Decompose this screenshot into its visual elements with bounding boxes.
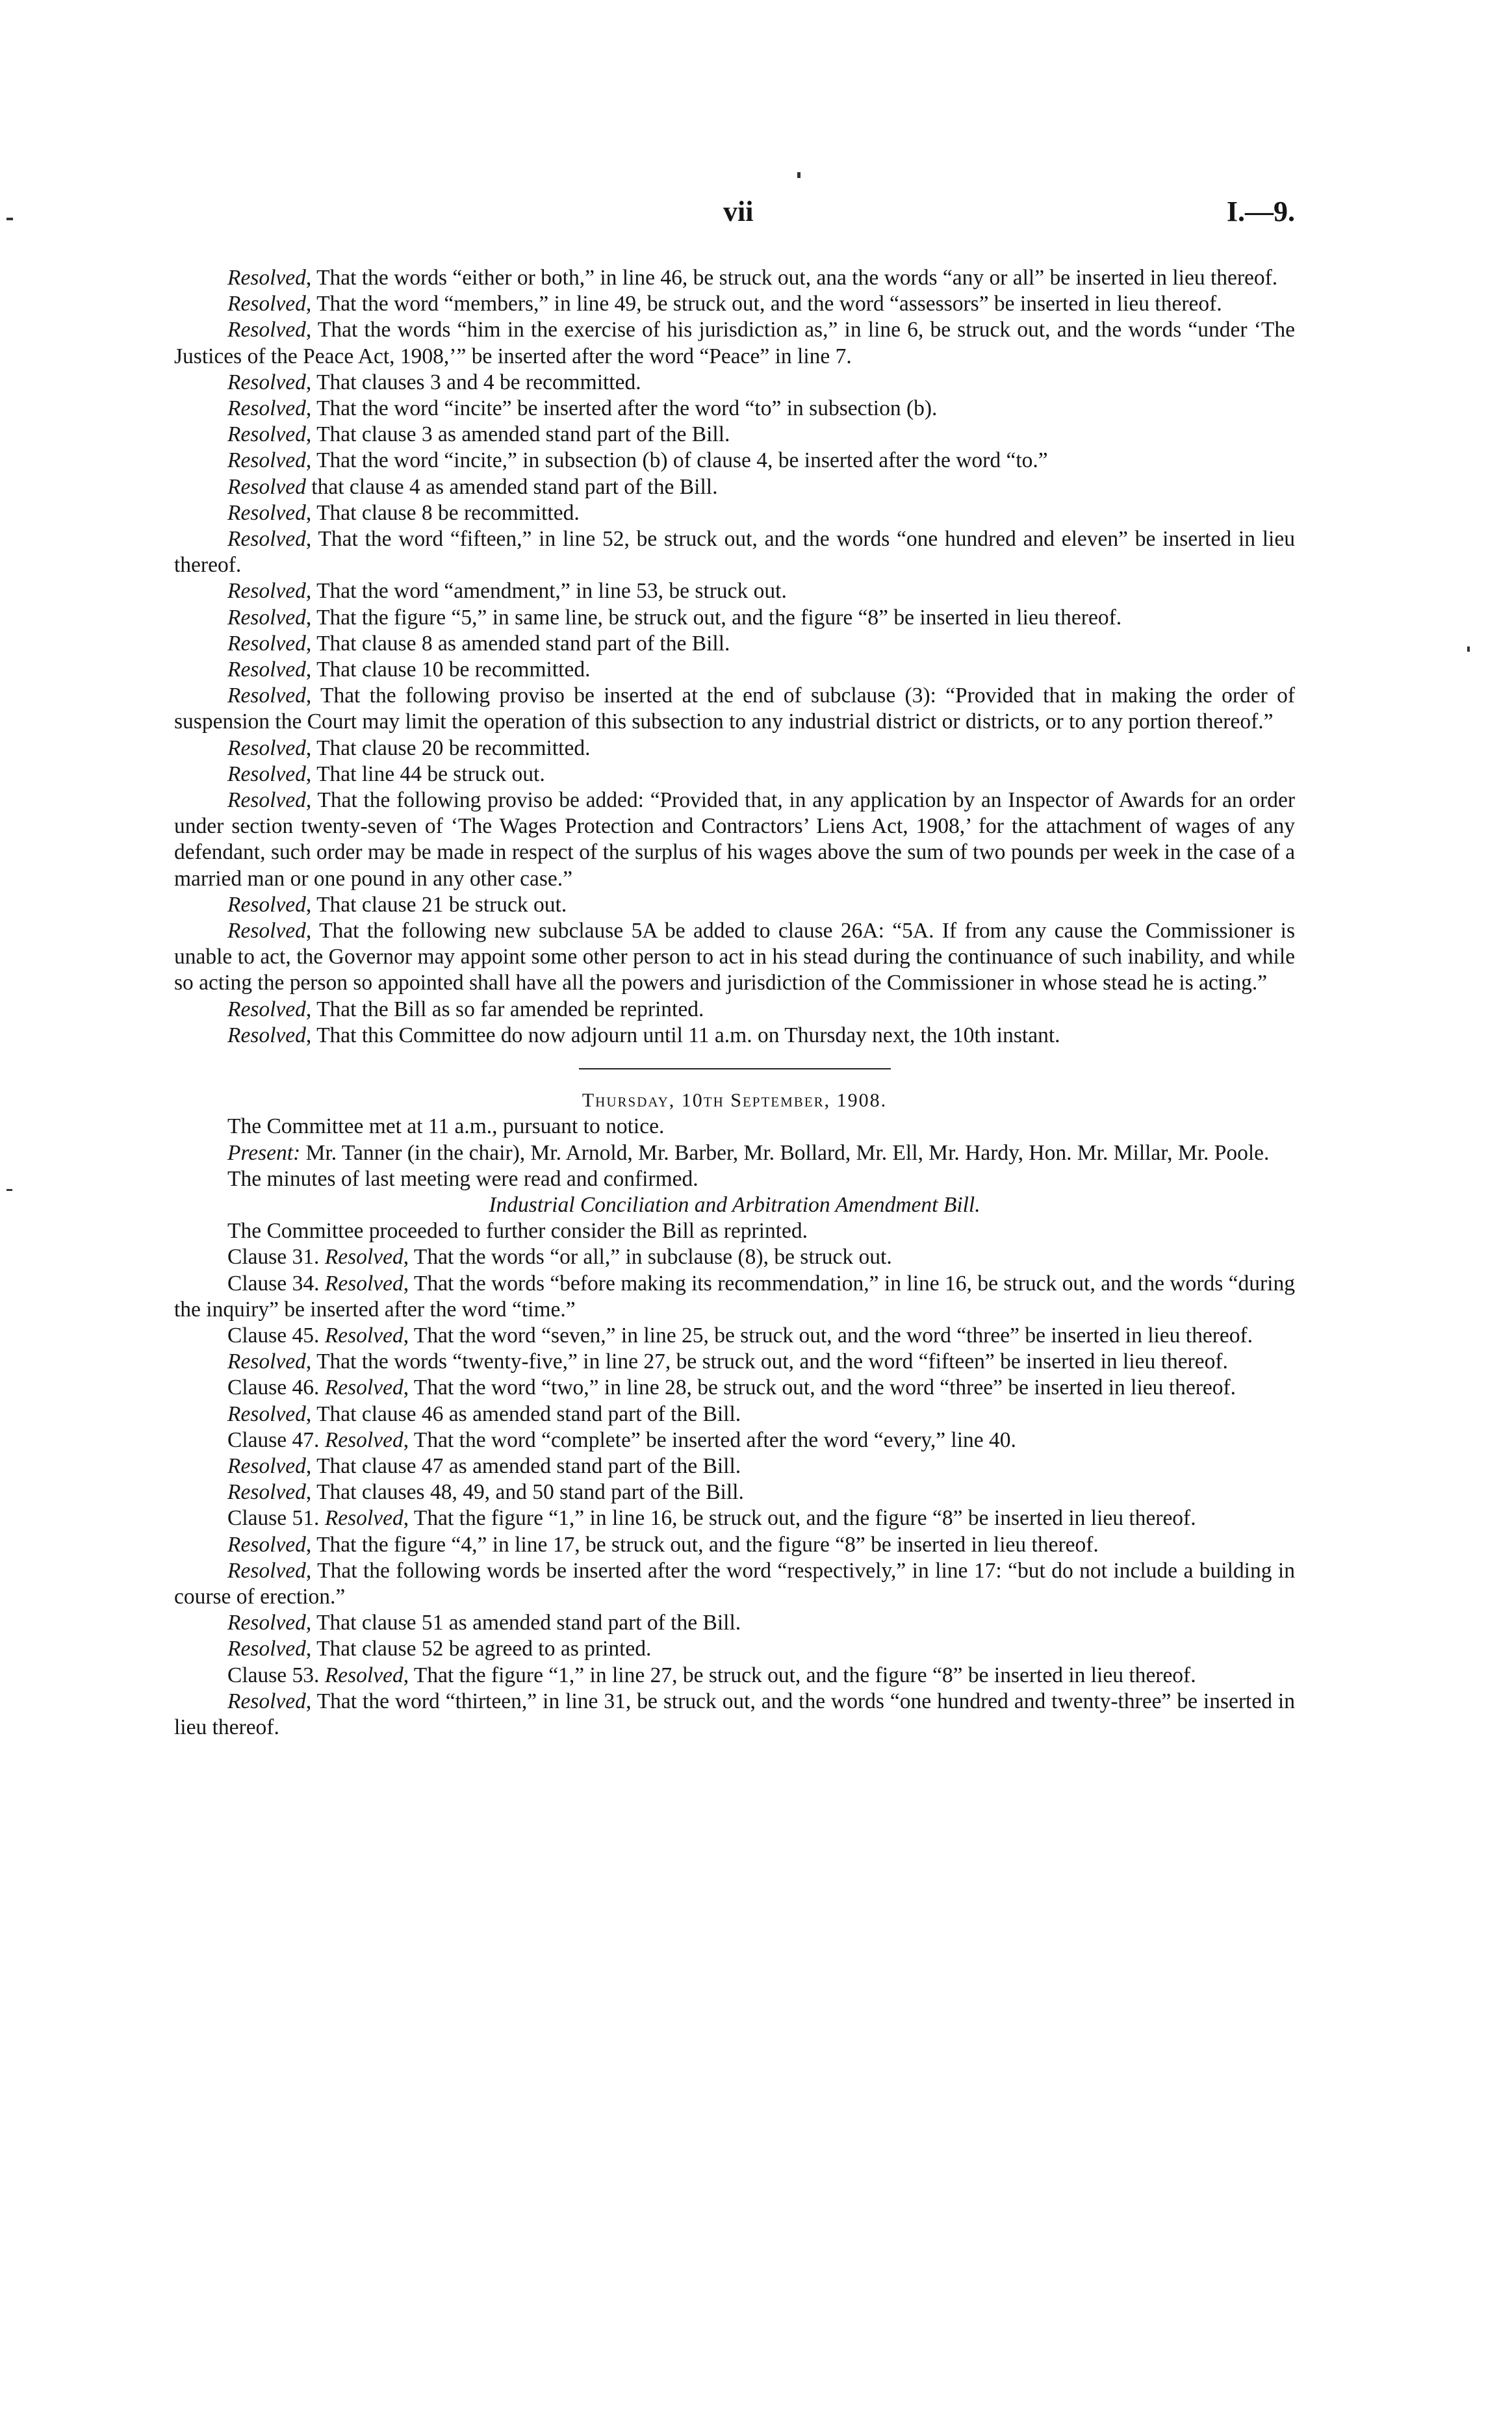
resolution-text: , That the word “incite,” in subsection (b) of clause 4, be inserted after the word “to.” <box>305 448 1048 473</box>
resolved-keyword: Resolved <box>227 788 306 813</box>
resolved-keyword: Resolved <box>227 422 306 447</box>
resolution-text: , That the following new subclause 5A be added to clause 26A: “5A. If from any cause the Commissioner is unable to act, the Governor may appoint some other person to act in his stead during the continuance of such inability, and while so acting the person so appointed shall have all the powers and jurisdiction of the Commissioner in whose stead he is acting.” <box>174 919 1295 995</box>
resolution-paragraph <box>174 1479 1295 1505</box>
resolved-keyword: Resolved <box>227 448 306 473</box>
resolution-text: , That the word “incite” be inserted after the word “to” in subsection (b). <box>305 396 938 421</box>
clause-label: Clause 45. <box>227 1323 325 1348</box>
resolution-paragraph <box>174 997 1295 1023</box>
resolution-text: , That the word “members,” in line 49, be struck out, and the word “assessors” be inserted in lieu thereof. <box>305 292 1222 316</box>
resolution-text: , That the word “two,” in line 28, be struck out, and the word “three” be inserted in lieu thereof. <box>403 1375 1237 1400</box>
resolution-text: , That clause 21 be struck out. <box>305 892 567 917</box>
resolution-text: , That the words “either or both,” in line 46, be struck out, ana the words “any or all” be inserted in lieu thereof. <box>305 266 1278 290</box>
clause-label: Clause 47. <box>227 1427 325 1452</box>
resolution-text: , That line 44 be struck out. <box>305 761 545 786</box>
resolved-keyword: Resolved <box>227 761 306 786</box>
resolved-keyword: Resolved <box>227 474 306 499</box>
resolution-paragraph <box>174 1427 1295 1453</box>
scan-mark <box>797 172 801 178</box>
minutes-confirmed: The minutes of last meeting were read and confirmed. <box>227 1166 698 1191</box>
resolution-paragraph <box>174 526 1295 578</box>
clause-label: Clause 46. <box>227 1375 325 1400</box>
resolution-paragraph <box>174 1323 1295 1349</box>
resolution-text: , That the figure “4,” in line 17, be struck out, and the figure “8” be inserted in lieu thereof. <box>305 1532 1099 1557</box>
resolved-keyword: Resolved <box>227 1401 306 1426</box>
resolution-text: , That the words “twenty-five,” in line 27, be struck out, and the word “fifteen” be inserted in lieu thereof. <box>305 1349 1228 1374</box>
resolution-paragraph <box>174 370 1295 396</box>
resolution-text: , That the following proviso be inserted at the end of subclause (3): “Provided that in making the order of suspension the Court may limit the operation of this subsection to any industrial district or districts, or to any portion thereof.” <box>174 684 1295 734</box>
proceedings-note: The Committee proceeded to further consider the Bill as reprinted. <box>227 1219 808 1244</box>
resolved-keyword: Resolved <box>227 1349 306 1374</box>
resolved-keyword: Resolved <box>227 1611 306 1635</box>
resolution-text: , That clause 20 be recommitted. <box>305 735 591 760</box>
resolution-text: , That clause 52 be agreed to as printed. <box>305 1637 652 1661</box>
resolution-text: , That the word “thirteen,” in line 31, be struck out, and the words “one hundred and twenty-three” be inserted in lieu thereof. <box>174 1689 1295 1739</box>
resolved-keyword: Resolved <box>324 1663 404 1687</box>
resolution-paragraph <box>174 1636 1295 1662</box>
resolution-paragraph <box>174 1023 1295 1049</box>
document-body <box>174 265 1295 1741</box>
resolution-text: , That the following words be inserted after the word “respectively,” in line 17: “but do not include a building in course of erection.” <box>174 1558 1295 1609</box>
resolution-text: , That the following proviso be added: “Provided that, in any application by an Inspector of Awards for an order under section twenty-seven of ‘The Wages Protection and Contractors’ Liens Act, 1908,’ for the attachment of wages of any defendant, such order may be made in respect of the surplus of his wages above the sum of two pounds per week in the case of a married man or one pound in any other case.” <box>174 788 1295 891</box>
resolution-text: , That clauses 3 and 4 be recommitted. <box>305 370 641 394</box>
attendance <box>174 1140 1295 1166</box>
resolved-keyword: Resolved <box>227 1453 306 1478</box>
resolution-text: , That clause 51 as amended stand part of the Bill. <box>305 1611 741 1635</box>
resolution-paragraph <box>174 787 1295 892</box>
resolution-paragraph <box>174 1401 1295 1427</box>
resolution-paragraph <box>174 265 1295 291</box>
scan-mark <box>1467 646 1470 652</box>
resolved-keyword: Resolved <box>227 684 306 708</box>
resolved-keyword: Resolved <box>324 1375 404 1400</box>
resolution-paragraph <box>174 1453 1295 1479</box>
resolution-paragraph <box>174 761 1295 787</box>
clause-label: Clause 51. <box>227 1506 325 1531</box>
resolved-keyword: Resolved <box>227 631 306 656</box>
resolution-text: , That clause 47 as amended stand part of the Bill. <box>305 1453 741 1478</box>
resolution-paragraph <box>174 291 1295 317</box>
resolution-paragraph <box>174 317 1295 369</box>
resolution-paragraph <box>174 892 1295 918</box>
resolution-text: , That the words “before making its recommendation,” in line 16, be struck out, and the words “during the inquiry” be inserted after the word “time.” <box>174 1271 1295 1322</box>
resolution-paragraph <box>174 657 1295 683</box>
resolution-text: , That clause 46 as amended stand part of the Bill. <box>305 1401 741 1426</box>
resolution-paragraph <box>174 683 1295 735</box>
resolution-text: , That the word “fifteen,” in line 52, be struck out, and the words “one hundred and eleven” be inserted in lieu thereof. <box>174 527 1295 578</box>
resolved-keyword: Resolved <box>324 1271 404 1296</box>
resolution-paragraph <box>174 631 1295 657</box>
resolution-text: , That the words “or all,” in subclause (8), be struck out. <box>403 1245 892 1270</box>
resolution-paragraph <box>174 1663 1295 1689</box>
resolution-paragraph <box>174 448 1295 474</box>
resolutions-second-meeting <box>174 1244 1295 1741</box>
meeting-opening: The Committee met at 11 a.m., pursuant to notice. <box>227 1114 665 1139</box>
resolved-keyword: Resolved <box>227 579 306 604</box>
resolution-text: , That the words “him in the exercise of his jurisdiction as,” in line 6, be struck out, and the words “under ‘The Justices of the Peace Act, 1908,’” be inserted after the word “Peace” in line 7. <box>174 318 1295 368</box>
resolution-text: , That the word “amendment,” in line 53, be struck out. <box>305 579 787 604</box>
resolution-paragraph <box>174 1244 1295 1270</box>
resolved-keyword: Resolved <box>227 318 306 342</box>
resolved-keyword: Resolved <box>227 1689 306 1713</box>
resolution-text: , That the Bill as so far amended be reprinted. <box>305 997 704 1021</box>
resolution-paragraph <box>174 1349 1295 1375</box>
resolution-paragraph <box>174 1271 1295 1323</box>
resolution-text: , That clause 3 as amended stand part of the Bill. <box>305 422 730 447</box>
resolved-keyword: Resolved <box>324 1245 404 1270</box>
resolved-keyword: Resolved <box>227 500 306 525</box>
resolved-keyword: Resolved <box>324 1506 404 1531</box>
page-number: vii <box>723 196 754 227</box>
resolved-keyword: Resolved <box>227 1023 306 1047</box>
resolution-paragraph <box>174 578 1295 604</box>
resolution-paragraph <box>174 1375 1295 1401</box>
scan-mark <box>6 1189 12 1191</box>
resolution-text: , That the figure “1,” in line 27, be struck out, and the figure “8” be inserted in lieu thereof. <box>403 1663 1196 1687</box>
resolved-keyword: Resolved <box>227 892 306 917</box>
resolution-text: that clause 4 as amended stand part of the Bill. <box>305 474 718 499</box>
resolution-paragraph <box>174 1689 1295 1741</box>
resolution-text: , That the figure “1,” in line 16, be struck out, and the figure “8” be inserted in lieu thereof. <box>403 1506 1196 1531</box>
clause-label: Clause 53. <box>227 1663 325 1687</box>
resolution-paragraph <box>174 474 1295 500</box>
resolution-text: , That the word “seven,” in line 25, be struck out, and the word “three” be inserted in lieu thereof. <box>403 1323 1253 1348</box>
resolved-keyword: Resolved <box>227 1532 306 1557</box>
resolved-keyword: Resolved <box>227 370 306 394</box>
present-label: Present: <box>227 1140 301 1165</box>
clause-label: Clause 34. <box>227 1271 325 1296</box>
resolved-keyword: Resolved <box>227 605 306 630</box>
resolved-keyword: Resolved <box>324 1427 404 1452</box>
paper-identifier: I.—9. <box>1226 196 1295 227</box>
resolved-keyword: Resolved <box>227 658 306 682</box>
page-header <box>174 195 1295 234</box>
resolution-paragraph <box>174 1558 1295 1610</box>
meeting-date: Thursday, 10th September, 1908. <box>582 1090 888 1112</box>
resolution-paragraph <box>174 918 1295 997</box>
resolved-keyword: Resolved <box>227 1480 306 1505</box>
resolution-paragraph <box>174 1610 1295 1636</box>
resolutions-first-meeting <box>174 265 1295 1049</box>
bill-title: Industrial Conciliation and Arbitration Amendment Bill. <box>489 1192 980 1217</box>
resolution-text: , That the word “complete” be inserted after the word “every,” line 40. <box>403 1427 1016 1452</box>
resolved-keyword: Resolved <box>324 1323 404 1348</box>
resolved-keyword: Resolved <box>227 292 306 316</box>
resolution-text: , That clause 8 as amended stand part of the Bill. <box>305 631 730 656</box>
clause-label: Clause 31. <box>227 1245 325 1270</box>
resolution-paragraph <box>174 1532 1295 1558</box>
resolution-text: , That the figure “5,” in same line, be struck out, and the figure “8” be inserted in lieu thereof. <box>305 605 1122 630</box>
resolved-keyword: Resolved <box>227 997 306 1021</box>
resolution-paragraph <box>174 396 1295 422</box>
resolution-paragraph <box>174 500 1295 526</box>
resolved-keyword: Resolved <box>227 1558 306 1583</box>
resolved-keyword: Resolved <box>227 396 306 421</box>
resolved-keyword: Resolved <box>227 735 306 760</box>
resolved-keyword: Resolved <box>227 919 306 943</box>
resolution-paragraph <box>174 1505 1295 1531</box>
scan-mark <box>6 218 13 220</box>
resolution-text: , That this Committee do now adjourn until 11 a.m. on Thursday next, the 10th instant. <box>305 1023 1060 1047</box>
resolution-paragraph <box>174 735 1295 761</box>
resolution-paragraph <box>174 605 1295 631</box>
resolution-text: , That clause 8 be recommitted. <box>305 500 580 525</box>
section-divider <box>579 1068 891 1069</box>
resolved-keyword: Resolved <box>227 527 306 552</box>
resolved-keyword: Resolved <box>227 1637 306 1661</box>
present-members: Mr. Tanner (in the chair), Mr. Arnold, Mr. Barber, Mr. Bollard, Mr. Ell, Mr. Hardy, Hon. Mr. Millar, Mr. Poole. <box>300 1140 1270 1165</box>
resolution-text: , That clauses 48, 49, and 50 stand part of the Bill. <box>305 1480 744 1505</box>
resolved-keyword: Resolved <box>227 266 306 290</box>
resolution-text: , That clause 10 be recommitted. <box>305 658 591 682</box>
resolution-paragraph <box>174 422 1295 448</box>
